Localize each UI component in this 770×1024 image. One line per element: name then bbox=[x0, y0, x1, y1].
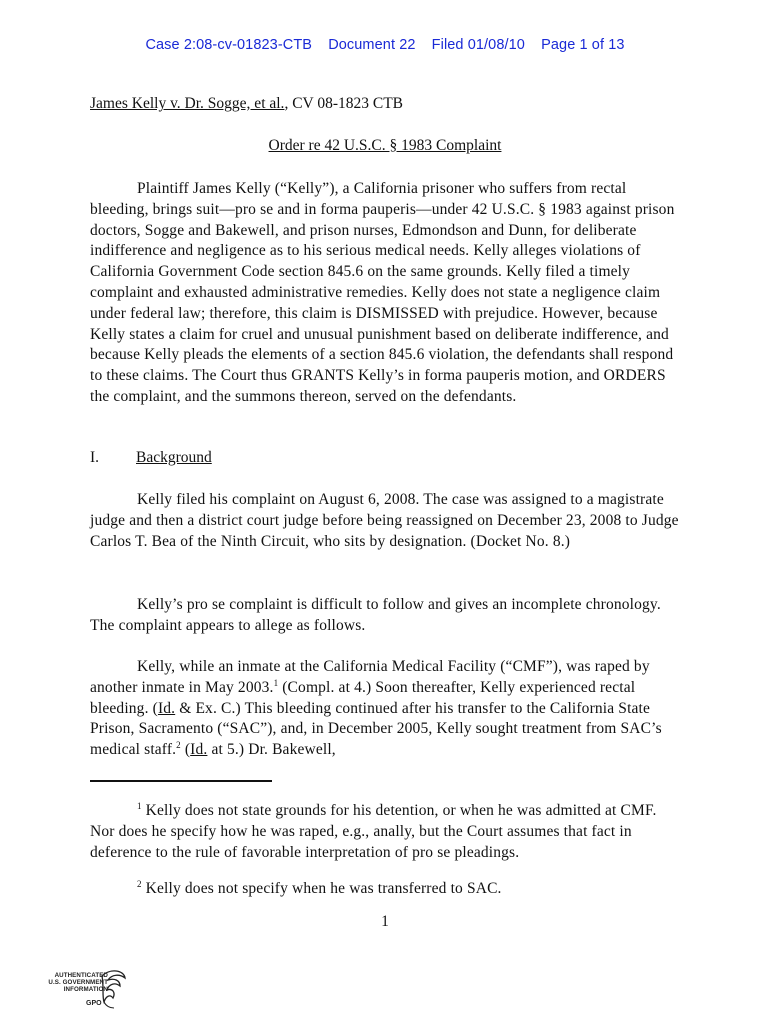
page-indicator: Page 1 of 13 bbox=[541, 37, 625, 53]
p3-text-c: & Ex. C.) This bleeding continued after his transfer to the California State Prison, Sacramento (“SAC”), and, in December 2005, Kelly sought treatment from SAC’s medical staff. bbox=[90, 699, 662, 759]
footnote-separator bbox=[90, 780, 272, 782]
citation-id-1: Id. bbox=[157, 699, 176, 717]
logo-line-3: INFORMATION bbox=[63, 986, 108, 993]
footnote-2 bbox=[90, 879, 680, 900]
section-heading bbox=[90, 449, 212, 467]
citation-id-2: Id. bbox=[190, 741, 208, 759]
logo-gpo: GPO bbox=[86, 1000, 102, 1007]
gpo-authentication-logo bbox=[42, 968, 132, 1012]
p3-text-a: Kelly, while an inmate at the California Medical Facility (“CMF”), was raped by another inmate in May 2003. bbox=[90, 658, 650, 696]
filed-date: Filed 01/08/10 bbox=[431, 37, 525, 53]
logo-line-1: AUTHENTICATED bbox=[54, 972, 108, 979]
footnote-1-mark: 1 bbox=[137, 801, 142, 811]
eagle-emblem-icon bbox=[98, 968, 128, 1012]
footnote-2-text: Kelly does not specify when he was transferred to SAC. bbox=[141, 880, 502, 897]
case-civil-number: , CV 08-1823 CTB bbox=[284, 95, 403, 112]
order-title-text: Order re 42 U.S.C. § 1983 Complaint bbox=[268, 137, 502, 154]
footnote-1 bbox=[90, 801, 680, 863]
order-title bbox=[0, 137, 770, 155]
p3-text-d: ( bbox=[180, 741, 191, 759]
document-number: Document 22 bbox=[328, 37, 416, 53]
section-number: I. bbox=[90, 449, 100, 466]
section-title: Background bbox=[136, 449, 212, 466]
background-paragraph-2: Kelly’s pro se complaint is difficult to follow and gives an incomplete chronology. The complaint appears to allege as follows. bbox=[90, 596, 661, 634]
background-paragraph-3 bbox=[90, 657, 680, 761]
case-parties: James Kelly v. Dr. Sogge, et al. bbox=[90, 95, 285, 112]
page-number: 1 bbox=[381, 913, 389, 930]
footnote-1-text: Kelly does not state grounds for his detention, or when he was admitted at CMF. Nor does he specify how he was raped, e.g., anally, but the Court assumes that fact in deference to the rule of favorable interpretation of pro se pleadings. bbox=[90, 802, 657, 861]
case-number: Case 2:08-cv-01823-CTB bbox=[145, 37, 313, 53]
p3-text-b: (Compl. at 4.) Soon thereafter, Kelly experienced rectal bleeding. ( bbox=[90, 678, 636, 717]
p3-text-e: at 5.) Dr. Bakewell, bbox=[207, 741, 336, 759]
logo-line-2: U.S. GOVERNMENT bbox=[48, 979, 108, 986]
case-caption bbox=[90, 95, 403, 113]
background-paragraph-1: Kelly filed his complaint on August 6, 2008. The case was assigned to a magistrate judge and then a district court judge before being reassigned on December 23, 2008 to Judge Carlos T. Bea of the Ninth Circuit, who sits by designation. (Docket No. 8.) bbox=[90, 491, 679, 550]
ecf-header bbox=[0, 37, 770, 53]
footnote-ref-2: 2 bbox=[176, 740, 181, 751]
intro-paragraph: Plaintiff James Kelly (“Kelly”), a California prisoner who suffers from rectal bleeding, brings suit—pro se and in forma pauperis—under 42 U.S.C. § 1983 against prison doctors, Sogge and Bakewell, and prison nurses, Edmondson and Dunn, for deliberate indifference and negligence as to his serious medical needs. Kelly alleges violations of California Government Code section 845.6 on the same grounds. Kelly filed a timely complaint and exhausted administrative remedies. Kelly does not state a negligence claim under federal law; therefore, this claim is DISMISSED with prejudice. However, because Kelly states a claim for cruel and unusual punishment based on deliberate indifference, and because Kelly pleads the elements of a section 845.6 violation, the defendants shall respond to these claims. The Court thus GRANTS Kelly’s in forma pauperis motion, and ORDERS the complaint, and the summons thereon, served on the defendants. bbox=[90, 180, 675, 405]
footnote-2-mark: 2 bbox=[137, 879, 142, 889]
footnote-ref-1: 1 bbox=[273, 677, 279, 688]
